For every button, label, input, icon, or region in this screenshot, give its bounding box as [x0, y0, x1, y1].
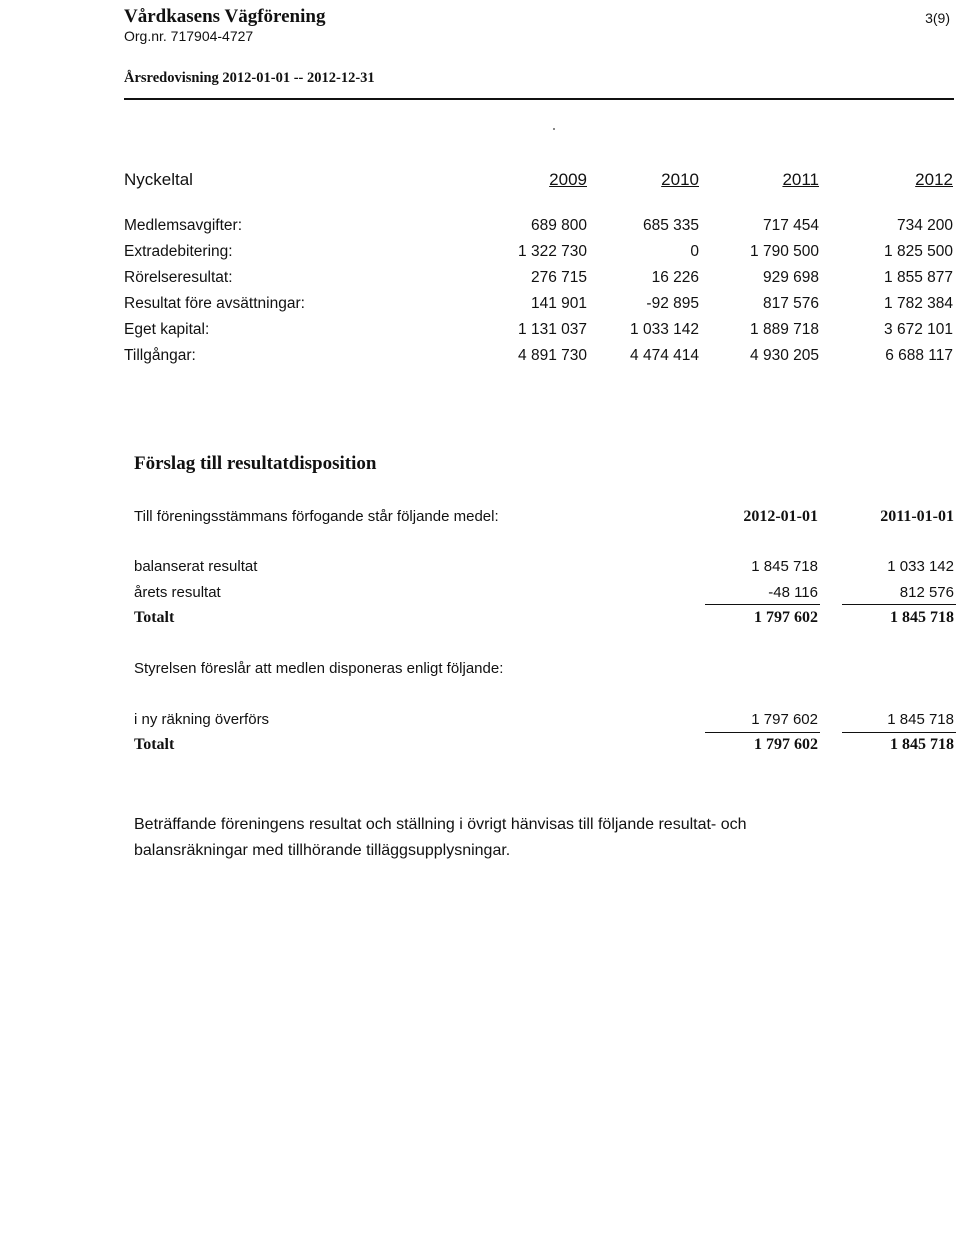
kf-cell: 1 889 718 — [750, 321, 819, 338]
amount-cell: 1 797 602 — [751, 711, 818, 728]
organization-number: Org.nr. 717904-4727 — [124, 28, 254, 44]
kf-cell: 734 200 — [896, 217, 953, 234]
kf-cell: 685 335 — [642, 217, 699, 234]
kf-cell: 3 672 101 — [884, 321, 953, 338]
kf-cell: 0 — [690, 243, 699, 260]
kf-cell: 4 930 205 — [750, 347, 819, 364]
sum-rule — [842, 732, 956, 733]
kf-row-label: Extradebitering: — [124, 243, 233, 260]
kf-row-label: Medlemsavgifter: — [124, 217, 243, 234]
kf-cell: 1 855 877 — [884, 269, 953, 286]
total-amount: 1 797 602 — [754, 609, 818, 626]
kf-cell: 1 131 037 — [518, 321, 587, 338]
kf-cell: 276 715 — [530, 269, 587, 286]
kf-cell: -92 895 — [646, 295, 699, 312]
kf-row-label: Rörelseresultat: — [124, 269, 233, 286]
sum-rule — [842, 604, 956, 605]
key-figures-title: Nyckeltal — [124, 170, 193, 189]
kf-row-label: Resultat före avsättningar: — [124, 295, 305, 312]
sum-rule — [705, 732, 820, 733]
total-label: Totalt — [134, 609, 175, 626]
kf-cell: 4 891 730 — [518, 347, 587, 364]
amount-cell: 812 576 — [899, 584, 954, 601]
kf-cell: 1 033 142 — [630, 321, 699, 338]
organization-name: Vårdkasens Vägförening — [124, 6, 326, 27]
year-header-2010: 2010 — [661, 170, 699, 189]
date-header-previous: 2011-01-01 — [880, 508, 954, 525]
total-amount: 1 845 718 — [890, 609, 954, 626]
kf-row-label: Eget kapital: — [124, 321, 210, 338]
kf-cell: 16 226 — [651, 269, 699, 286]
year-header-2011: 2011 — [782, 170, 819, 189]
kf-cell: 141 901 — [530, 295, 587, 312]
kf-cell: 1 322 730 — [518, 243, 587, 260]
kf-cell: 717 454 — [762, 217, 819, 234]
page-number: 3(9) — [925, 10, 950, 26]
proposal-intro: Styrelsen föreslår att medlen disponeras enligt följande: — [134, 660, 504, 677]
header-divider — [124, 98, 954, 100]
kf-cell: 929 698 — [762, 269, 819, 286]
proposal-total-amount: 1 845 718 — [890, 736, 954, 753]
kf-cell: 817 576 — [762, 295, 819, 312]
disposition-heading: Förslag till resultatdisposition — [134, 453, 377, 474]
disposition-intro: Till föreningsstämmans förfogande står följande medel: — [134, 508, 499, 525]
report-period: Årsredovisning 2012-01-01 -- 2012-12-31 — [124, 70, 375, 86]
kf-cell: 689 800 — [530, 217, 587, 234]
footnote-line-2: balansräkningar med tillhörande tilläggsupplysningar. — [134, 842, 511, 859]
year-header-2012: 2012 — [915, 170, 953, 189]
kf-cell: 1 825 500 — [884, 243, 953, 260]
footnote-line-1: Beträffande föreningens resultat och ställning i övrigt hänvisas till följande resultat- och — [134, 816, 747, 833]
scan-speck — [553, 128, 555, 130]
amount-cell: 1 033 142 — [887, 558, 954, 575]
row-label-ny-rakning: i ny räkning överförs — [134, 711, 270, 728]
kf-row-label: Tillgångar: — [124, 347, 196, 364]
proposal-total-label: Totalt — [134, 736, 175, 753]
amount-cell: -48 116 — [768, 584, 818, 601]
kf-cell: 6 688 117 — [885, 347, 953, 364]
sum-rule — [705, 604, 820, 605]
proposal-total-amount: 1 797 602 — [754, 736, 818, 753]
row-label-balanserat: balanserat resultat — [134, 558, 258, 575]
date-header-current: 2012-01-01 — [743, 508, 818, 525]
kf-cell: 1 782 384 — [884, 295, 953, 312]
kf-cell: 1 790 500 — [750, 243, 819, 260]
kf-cell: 4 474 414 — [630, 347, 699, 364]
amount-cell: 1 845 718 — [751, 558, 818, 575]
amount-cell: 1 845 718 — [887, 711, 954, 728]
row-label-arets-resultat: årets resultat — [134, 584, 221, 601]
year-header-2009: 2009 — [549, 170, 587, 189]
